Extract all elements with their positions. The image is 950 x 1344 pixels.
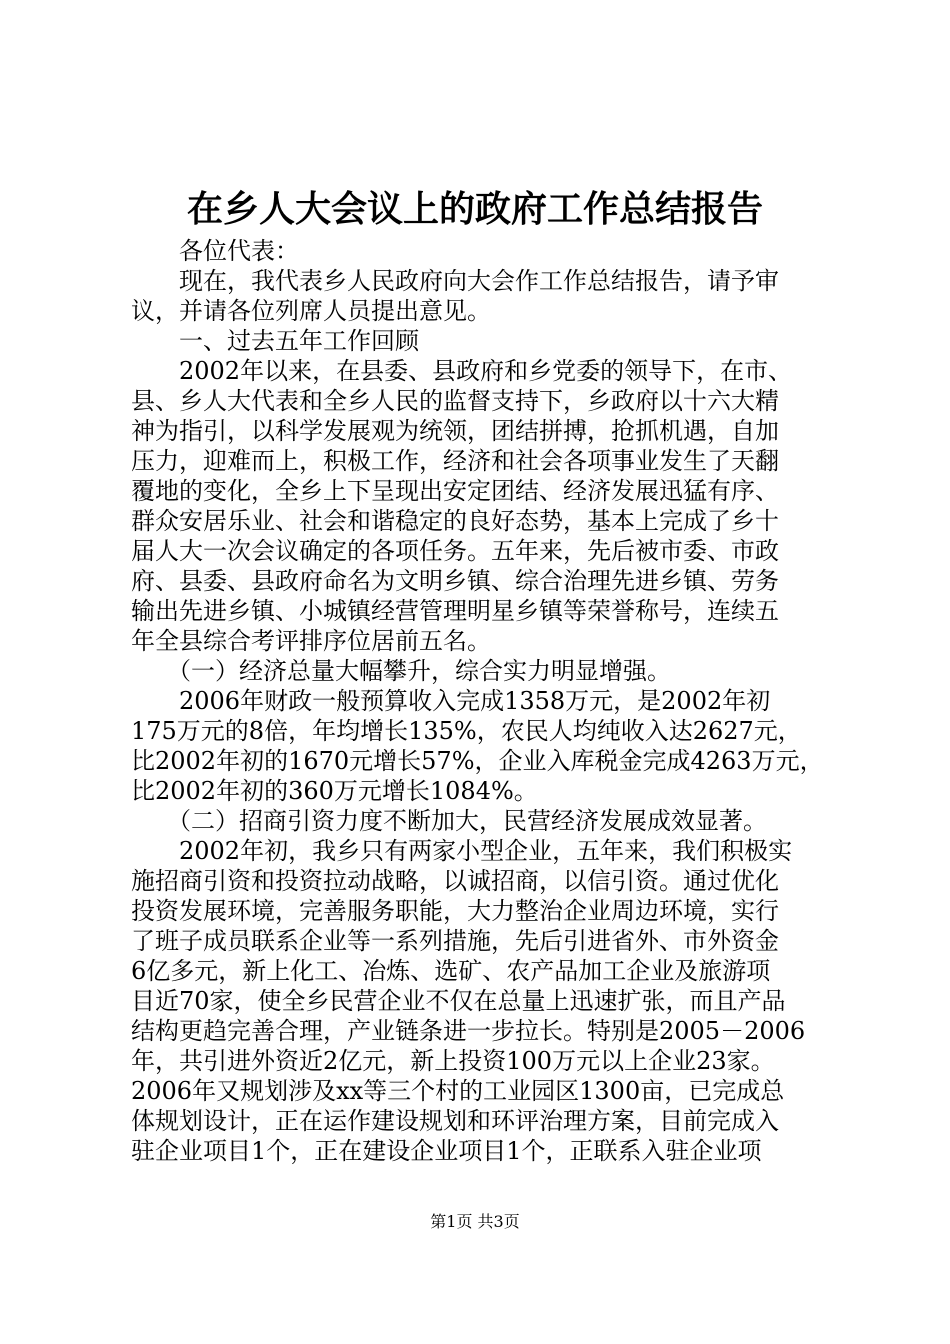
text-line: 届人大一次会议确定的各项任务。五年来，先后被市委、市政 [131,537,779,565]
text-line: 县、乡人大代表和全乡人民的监督支持下，乡政府以十六大精 [131,387,779,415]
text-line: 年，共引进外资近2亿元，新上投资100万元以上企业23家。 [131,1047,775,1075]
text-line: 结构更趋完善合理，产业链条进一步拉长。特别是2005－2006 [131,1017,806,1045]
text-line: 施招商引资和投资拉动战略，以诚招商，以信引资。通过优化 [131,867,779,895]
text-line: 2006年财政一般预算收入完成1358万元，是2002年初 [131,687,771,715]
text-line: 比2002年初的360万元增长1084%。 [131,777,538,805]
text-line: 175万元的8倍，年均增长135%，农民人均纯收入达2627元， [131,717,802,745]
text-line: 议，并请各位列席人员提出意见。 [131,297,491,325]
text-line: 压力，迎难而上，积极工作，经济和社会各项事业发生了天翻 [131,447,779,475]
document-body [131,236,836,1166]
document-title: 在乡人大会议上的政府工作总结报告 [186,188,763,230]
text-line: 目近70家，使全乡民营企业不仅在总量上迅速扩张，而且产品 [131,987,786,1015]
text-line: 2002年以来，在县委、县政府和乡党委的领导下，在市、 [131,357,793,385]
text-line: 现在，我代表乡人民政府向大会作工作总结报告，请予审 [131,267,779,295]
text-line: 输出先进乡镇、小城镇经营管理明星乡镇等荣誉称号，连续五 [131,597,779,625]
text-line: 2002年初，我乡只有两家小型企业，五年来，我们积极实 [131,837,793,865]
text-line: 投资发展环境，完善服务职能，大力整治企业周边环境，实行 [131,897,779,925]
text-line: 群众安居乐业、社会和谐稳定的良好态势，基本上完成了乡十 [131,507,779,535]
text-line: （二）招商引资力度不断加大，民营经济发展成效显著。 [131,807,767,835]
text-line: 6亿多元，新上化工、冶炼、选矿、农产品加工企业及旅游项 [131,957,771,985]
text-line: 体规划设计，正在运作建设规划和环评治理方案，目前完成入 [131,1107,779,1135]
text-line: 驻企业项目1个，正在建设企业项目1个，正联系入驻企业项 [131,1137,762,1165]
text-line: 比2002年初的1670元增长57%，企业入库税金完成4263万元， [131,747,824,775]
text-line: 覆地的变化，全乡上下呈现出安定团结、经济发展迅猛有序、 [131,477,779,505]
text-line: 年全县综合考评排序位居前五名。 [131,627,491,655]
text-line: 一、过去五年工作回顾 [131,327,419,355]
page-footer: 第1页 共3页 [430,1212,520,1231]
text-line: 了班子成员联系企业等一系列措施，先后引进省外、市外资金 [131,927,779,955]
text-line: （一）经济总量大幅攀升，综合实力明显增强。 [131,657,671,685]
text-line: 神为指引，以科学发展观为统领，团结拼搏，抢抓机遇，自加 [131,417,779,445]
text-line: 2006年又规划涉及xx等三个村的工业园区1300亩，已完成总 [131,1077,785,1105]
text-line: 各位代表： [131,237,299,265]
text-line: 府、县委、县政府命名为文明乡镇、综合治理先进乡镇、劳务 [131,567,779,595]
